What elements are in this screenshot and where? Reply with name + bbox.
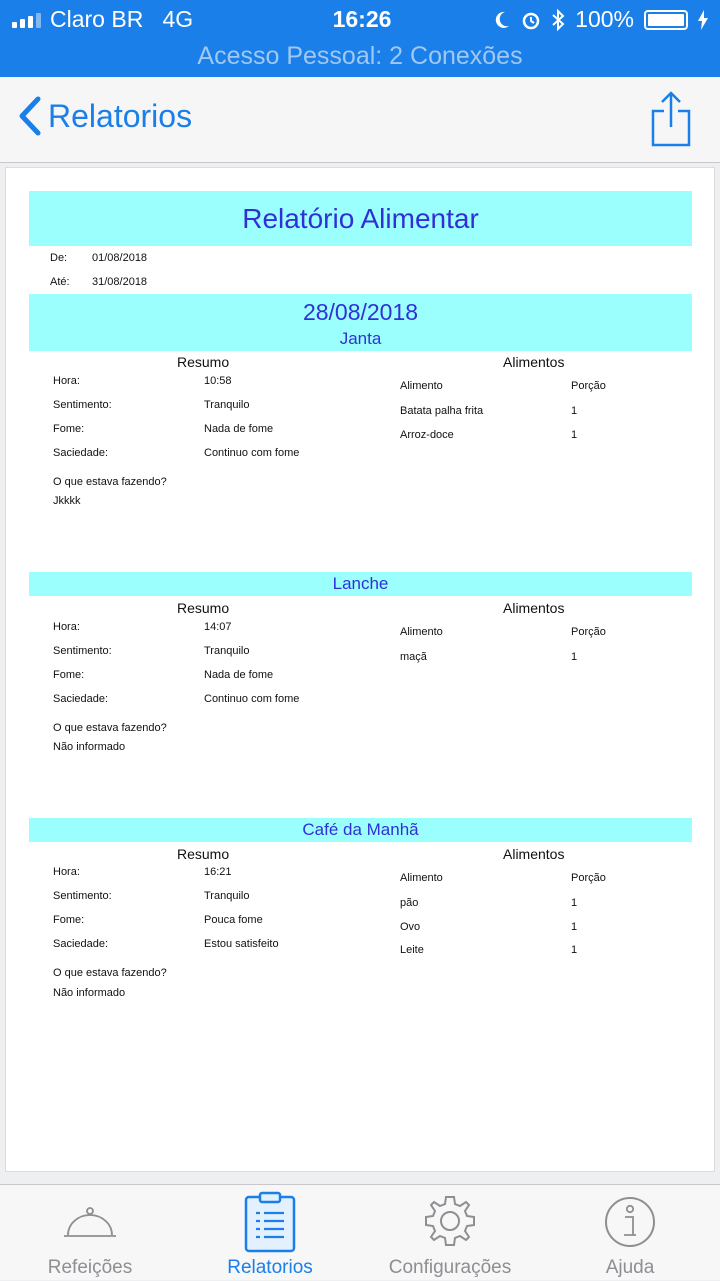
field-label: Saciedade: — [53, 447, 109, 459]
food-qty: 1 — [571, 429, 578, 441]
food-qty: 1 — [571, 651, 578, 663]
portion-column-header: Porção — [571, 872, 606, 884]
battery-percent: 100% — [575, 6, 634, 32]
field-label: O que estava fazendo? — [53, 476, 167, 488]
field-value: Não informado — [53, 987, 126, 999]
summary-header: Resumo — [177, 600, 230, 616]
field-label: Fome: — [53, 423, 85, 435]
field-label: Hora: — [53, 621, 80, 633]
battery-icon — [644, 10, 688, 30]
period-to: Até: 31/08/2018 — [50, 276, 148, 288]
day-date: 28/08/2018 — [302, 299, 419, 325]
field-value: Continuo com fome — [204, 693, 300, 705]
meal-title: Janta — [339, 329, 382, 348]
food-qty: 1 — [571, 921, 578, 933]
day-header — [29, 294, 692, 351]
status-bar — [0, 0, 720, 40]
field-value: Nada de fome — [204, 423, 274, 435]
field-label: O que estava fazendo? — [53, 967, 167, 979]
field-label: Sentimento: — [53, 645, 112, 657]
charging-icon — [698, 10, 708, 30]
field-value: Jkkkk — [53, 495, 81, 507]
meal-section — [29, 846, 692, 1016]
back-label: Relatorios — [48, 97, 193, 134]
field-value: Estou satisfeito — [204, 938, 279, 950]
field-label: O que estava fazendo? — [53, 722, 167, 734]
chevron-left-icon — [14, 95, 48, 137]
food-column-header: Alimento — [400, 872, 443, 884]
field-value: Tranquilo — [204, 645, 250, 657]
tab-refeicoes[interactable] — [0, 1185, 180, 1281]
carrier-label: Claro BR 4G — [50, 6, 194, 32]
field-label: Saciedade: — [53, 693, 109, 705]
field-value: Tranquilo — [204, 890, 250, 902]
field-value: 16:21 — [204, 866, 232, 878]
meal-section — [29, 600, 692, 770]
field-label: Hora: — [53, 375, 80, 387]
food-name: Ovo — [400, 921, 421, 933]
field-value: Tranquilo — [204, 399, 250, 411]
food-name: pão — [400, 897, 419, 909]
field-label: Sentimento: — [53, 890, 112, 902]
food-name: maçã — [400, 651, 427, 663]
tab-label: Ajuda — [605, 1257, 655, 1278]
moon-icon — [493, 10, 511, 30]
clock: 16:26 — [332, 6, 392, 32]
gear-icon — [421, 1193, 479, 1251]
field-label: Hora: — [53, 866, 80, 878]
field-value: Não informado — [53, 741, 126, 753]
tab-label: Configurações — [388, 1257, 512, 1278]
field-value: Continuo com fome — [204, 447, 300, 459]
bluetooth-icon — [551, 9, 565, 31]
field-value: 10:58 — [204, 375, 232, 387]
field-label: Fome: — [53, 669, 85, 681]
food-column-header: Alimento — [400, 626, 443, 638]
alarm-icon — [521, 10, 541, 30]
field-value: Nada de fome — [204, 669, 274, 681]
food-name: Leite — [400, 944, 424, 956]
foods-header: Alimentos — [503, 600, 565, 616]
summary-header: Resumo — [177, 354, 230, 370]
cloche-icon — [62, 1203, 118, 1243]
tab-label: Refeições — [47, 1257, 133, 1278]
period-from: De: 01/08/2018 — [50, 252, 148, 264]
foods-header: Alimentos — [503, 354, 565, 370]
food-column-header: Alimento — [400, 380, 443, 392]
field-label: Sentimento: — [53, 399, 112, 411]
report-document — [5, 167, 715, 1172]
tab-bar — [0, 1184, 720, 1280]
navigation-bar — [0, 77, 720, 163]
tab-configuracoes[interactable] — [360, 1185, 540, 1281]
portion-column-header: Porção — [571, 626, 606, 638]
field-value: Pouca fome — [204, 914, 263, 926]
tab-ajuda[interactable] — [540, 1185, 720, 1281]
food-qty: 1 — [571, 897, 578, 909]
tab-label: Relatorios — [227, 1257, 313, 1278]
food-name: Arroz-doce — [400, 429, 454, 441]
meal-section — [29, 354, 692, 524]
food-name: Batata palha frita — [400, 405, 484, 417]
report-title: Relatório Alimentar — [29, 191, 692, 246]
share-icon[interactable] — [650, 91, 692, 147]
hotspot-banner[interactable]: Acesso Pessoal: 2 Conexões — [0, 40, 720, 77]
clipboard-icon — [243, 1191, 297, 1253]
summary-header: Resumo — [177, 846, 230, 862]
foods-header: Alimentos — [503, 846, 565, 862]
info-icon — [603, 1195, 657, 1249]
field-label: Fome: — [53, 914, 85, 926]
field-value: 14:07 — [204, 621, 232, 633]
meal-title: Lanche — [29, 572, 692, 596]
food-qty: 1 — [571, 944, 578, 956]
food-qty: 1 — [571, 405, 578, 417]
portion-column-header: Porção — [571, 380, 606, 392]
field-label: Saciedade: — [53, 938, 109, 950]
back-button[interactable] — [14, 95, 192, 137]
tab-relatorios[interactable] — [180, 1185, 360, 1281]
meal-title: Café da Manhã — [29, 818, 692, 842]
